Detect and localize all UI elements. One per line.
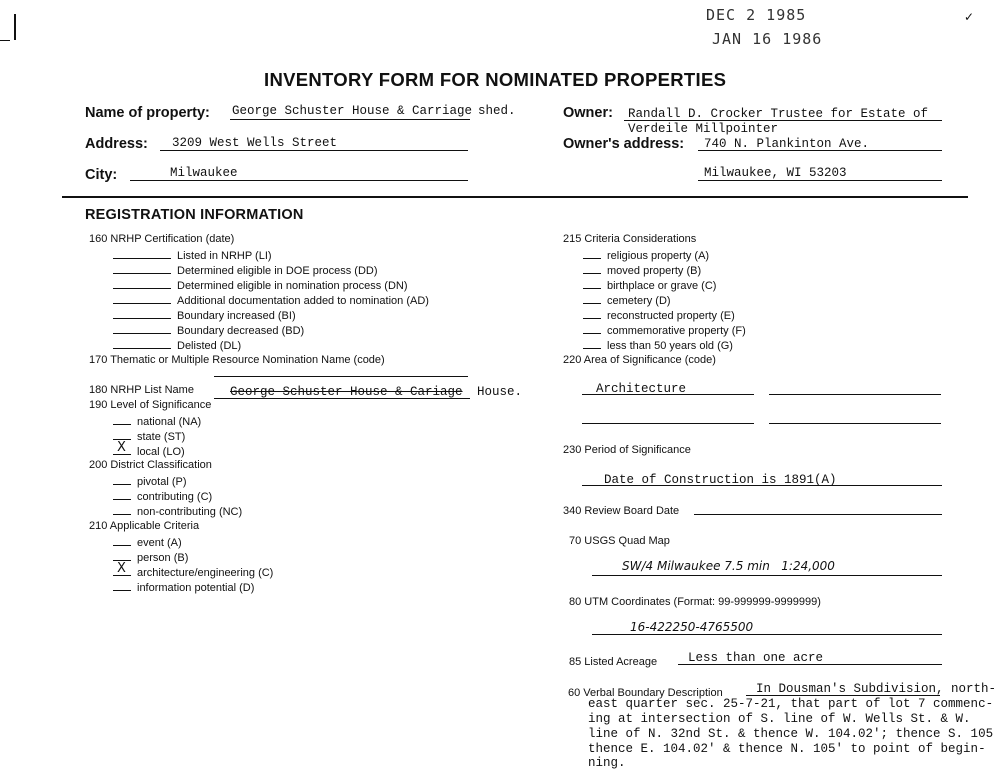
consideration-c: birthplace or grave (C) xyxy=(583,278,716,292)
entered-stamp: JAN 16 1986 xyxy=(712,30,823,48)
review-board-line xyxy=(694,514,942,515)
owner-address-label: Owner's address: xyxy=(563,136,685,152)
district-contributing: contributing (C) xyxy=(113,489,212,503)
area-line-3 xyxy=(582,423,754,424)
boundary-underline xyxy=(746,695,940,696)
cert-item-dl: Delisted (DL) xyxy=(113,338,241,352)
cert-item-bd: Boundary decreased (BD) xyxy=(113,323,304,337)
considerations-label: 215 Criteria Considerations xyxy=(563,233,697,245)
review-board-label: 340 Review Board Date xyxy=(563,505,680,517)
criteria-architecture-mark: X xyxy=(117,561,126,576)
section-divider xyxy=(62,196,968,198)
boundary-line-4: line of N. 32nd St. & thence W. 104.02'; thence S. 105 xyxy=(588,727,994,741)
margin-mark xyxy=(14,14,16,40)
cert-item-dn: Determined eligible in nomination process (DN) xyxy=(113,278,408,292)
owner-address-value: 740 N. Plankinton Ave. xyxy=(704,137,870,151)
owner-value-2: Verdeile Millpointer xyxy=(628,122,779,136)
district-noncontributing: non-contributing (NC) xyxy=(113,504,242,518)
owner-city-line xyxy=(698,180,942,181)
owner-line xyxy=(624,120,942,121)
property-name-value: George Schuster House & Carriage xyxy=(232,104,473,118)
list-name-label: 180 NRHP List Name xyxy=(89,384,194,396)
consideration-f: commemorative property (F) xyxy=(583,323,746,337)
consideration-d: cemetery (D) xyxy=(583,293,671,307)
form-title: INVENTORY FORM FOR NOMINATED PROPERTIES xyxy=(264,69,727,90)
criteria-information: information potential (D) xyxy=(113,580,254,594)
margin-mark xyxy=(0,40,10,41)
cert-item-dd: Determined eligible in DOE process (DD) xyxy=(113,263,378,277)
district-label: 200 District Classification xyxy=(89,459,212,471)
boundary-label: 60 Verbal Boundary Description xyxy=(568,687,723,699)
level-label: 190 Level of Significance xyxy=(89,399,212,411)
boundary-line-5: thence E. 104.02' & thence N. 105' to point of begin- xyxy=(588,742,986,756)
criteria-event: event (A) xyxy=(113,535,182,549)
utm-label: 80 UTM Coordinates (Format: 99-999999-9999999) xyxy=(569,596,821,608)
thematic-name-label: 170 Thematic or Multiple Resource Nomination Name (code) xyxy=(89,354,385,366)
area-label: 220 Area of Significance (code) xyxy=(563,354,716,366)
quad-map-value: SW/4 Milwaukee 7.5 min 1:24,000 xyxy=(622,559,835,573)
area-line-4 xyxy=(769,423,941,424)
period-line xyxy=(582,485,942,486)
utm-value: 16-422250-4765500 xyxy=(630,620,754,634)
received-stamp: DEC 2 1985 xyxy=(706,6,807,24)
quad-map-line xyxy=(592,575,942,576)
nrhp-certification: 160 NRHP Certification (date) xyxy=(89,233,235,245)
level-state: state (ST) xyxy=(113,429,185,443)
owner-value-1: Randall D. Crocker Trustee for Estate of xyxy=(628,107,929,121)
property-name-label: Name of property: xyxy=(85,105,210,121)
acreage-line xyxy=(678,664,942,665)
consideration-b: moved property (B) xyxy=(583,263,701,277)
area-line-2 xyxy=(769,394,941,395)
list-name-line xyxy=(214,398,470,399)
level-local: local (LO) xyxy=(113,444,185,458)
boundary-line-1: In Dousman's Subdivision, north- xyxy=(756,682,997,696)
list-name-value: House. xyxy=(477,385,523,399)
criteria-architecture: architecture/engineering (C) xyxy=(113,565,273,579)
address-label: Address: xyxy=(85,136,148,152)
area-value: Architecture xyxy=(596,382,687,396)
cert-item-ad: Additional documentation added to nomination (AD) xyxy=(113,293,429,307)
property-name-line xyxy=(230,119,470,120)
boundary-line-2: east quarter sec. 25-7-21, that part of lot 7 commenc- xyxy=(588,697,994,711)
boundary-line-6: ning. xyxy=(588,756,626,770)
owner-label: Owner: xyxy=(563,105,613,121)
consideration-e: reconstructed property (E) xyxy=(583,308,735,322)
consideration-a: religious property (A) xyxy=(583,248,709,262)
thematic-line xyxy=(214,376,468,377)
property-name-suffix: shed. xyxy=(478,104,516,118)
period-label: 230 Period of Significance xyxy=(563,444,691,456)
registration-heading: REGISTRATION INFORMATION xyxy=(85,207,304,223)
area-line-1 xyxy=(582,394,754,395)
level-local-mark: X xyxy=(117,440,126,455)
city-value: Milwaukee xyxy=(170,166,238,180)
utm-line xyxy=(592,634,942,635)
cert-item-li: Listed in NRHP (LI) xyxy=(113,248,272,262)
criteria-person: person (B) xyxy=(113,550,188,564)
city-label: City: xyxy=(85,167,118,183)
district-pivotal: pivotal (P) xyxy=(113,474,187,488)
city-line xyxy=(130,180,468,181)
acreage-label: 85 Listed Acreage xyxy=(569,656,658,668)
level-national: national (NA) xyxy=(113,414,201,428)
address-line xyxy=(160,150,468,151)
owner-city-value: Milwaukee, WI 53203 xyxy=(704,166,847,180)
quad-map-label: 70 USGS Quad Map xyxy=(569,535,670,547)
cert-item-bi: Boundary increased (BI) xyxy=(113,308,296,322)
acreage-value: Less than one acre xyxy=(688,651,824,665)
period-value: Date of Construction is 1891(A) xyxy=(604,473,837,487)
boundary-line-3: ing at intersection of S. line of W. Wells St. & W. xyxy=(588,712,971,726)
owner-address-line xyxy=(698,150,942,151)
consideration-g: less than 50 years old (G) xyxy=(583,338,733,352)
check-mark: ✓ xyxy=(964,10,975,24)
list-name-struck: George Schuster House & Cariage xyxy=(230,385,463,399)
criteria-label: 210 Applicable Criteria xyxy=(89,520,200,532)
address-value: 3209 West Wells Street xyxy=(172,136,338,150)
